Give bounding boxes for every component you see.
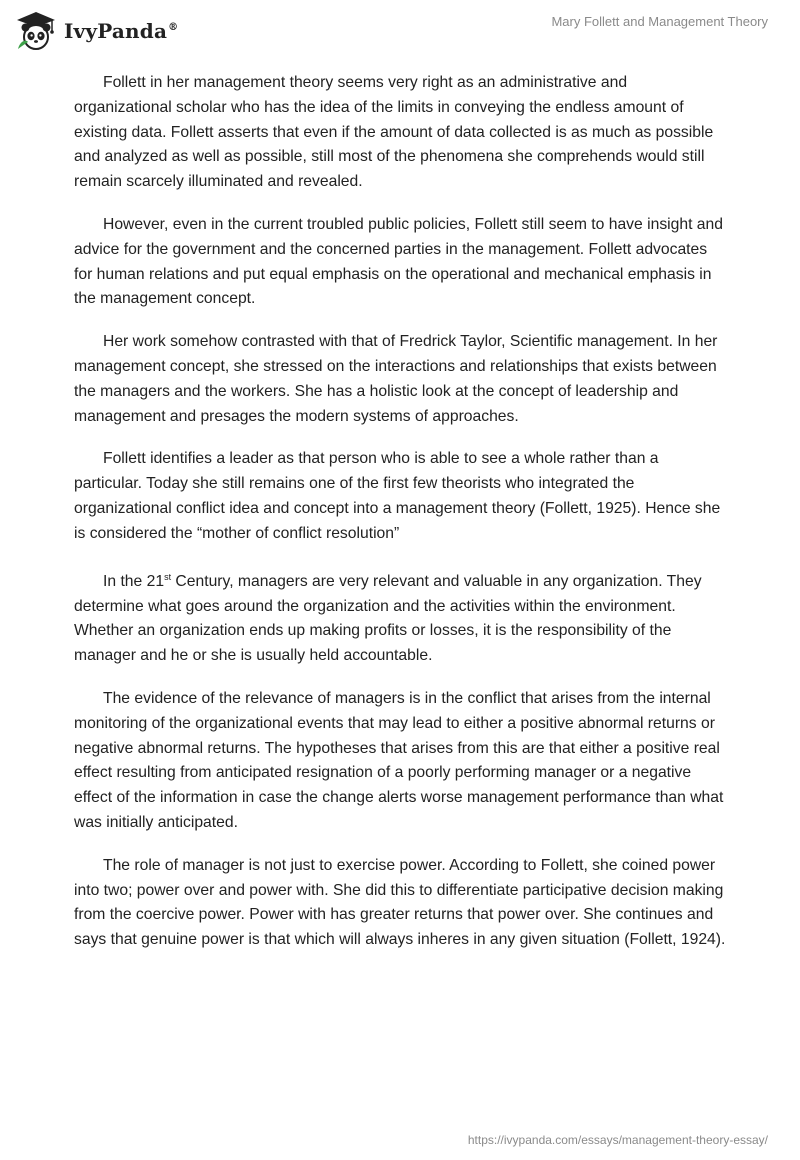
logo-text: IvyPanda® [64, 19, 179, 43]
paragraph-century-start: In the 21 [103, 572, 165, 590]
paragraph-century [74, 565, 726, 669]
page-header [0, 0, 800, 60]
ivypanda-logo[interactable] [14, 8, 178, 54]
paragraph: Follett identifies a leader as that person who is able to see a whole rather than a particular. Today she still remains one of the first few theorists who integrated the organizational conflict idea and concept into a management theory (Follett, 1925). Hence she is considered the “mother of conflict resolution” [74, 450, 721, 542]
source-url-link[interactable]: https://ivypanda.com/essays/management-theory-essay/ [467, 1133, 768, 1147]
paragraph: Her work somehow contrasted with that of Fredrick Taylor, Scientific management. In her management concept, she stressed on the interactions and relationships that exists between the managers and the workers. She has a holistic look at the concept of leadership and management and presages the modern systems of approaches. [74, 333, 718, 425]
document-title: Mary Follett and Management Theory [551, 14, 768, 29]
ordinal-suffix: st [164, 571, 172, 582]
paragraph: However, even in the current troubled public policies, Follett still seem to have insight and advice for the government and the concerned parties in the management. Follett advocates for human relations and put equal emphasis on the operational and mechanical emphasis in the management concept. [74, 215, 723, 308]
panda-graduation-cap-icon [14, 9, 58, 53]
paragraph: Follett in her management theory seems very right as an administrative and organizational scholar who has the idea of the limits in conveying the endless amount of existing data. Follett asserts that even if the amount of data collected is as much as possible and analyzed as well as possible, still most of the phenomena she comprehends would still remain scarcely illuminated and revealed. [74, 74, 714, 191]
essay-body [74, 71, 726, 971]
registered-mark: ® [168, 22, 179, 34]
paragraph: The evidence of the relevance of managers is in the conflict that arises from the internal monitoring of the organizational events that may lead to either a positive abnormal returns or negative abnormal returns. The hypotheses that arises from this are that either a positive real effect resulting from anticipated resignation of a poorly performing manager or a negative effect of the information in case the change alerts worse management performance than what was initially anticipated. [74, 689, 724, 831]
paragraph-century-rest: Century, managers are very relevant and valuable in any organization. They determine what goes around the organization and the activities within the environment. Whether an organization ends up making profits or losses, it is the responsibility of the manager and he or she is usually held accountable. [74, 572, 702, 665]
paragraph: The role of manager is not just to exercise power. According to Follett, she coined power into two; power over and power with. She did this to differentiate participative decision making from the coercive power. Power with has greater returns that power over. She continues and says that genuine power is that which will always inheres in any given situation (Follett, 1924). [74, 856, 726, 949]
